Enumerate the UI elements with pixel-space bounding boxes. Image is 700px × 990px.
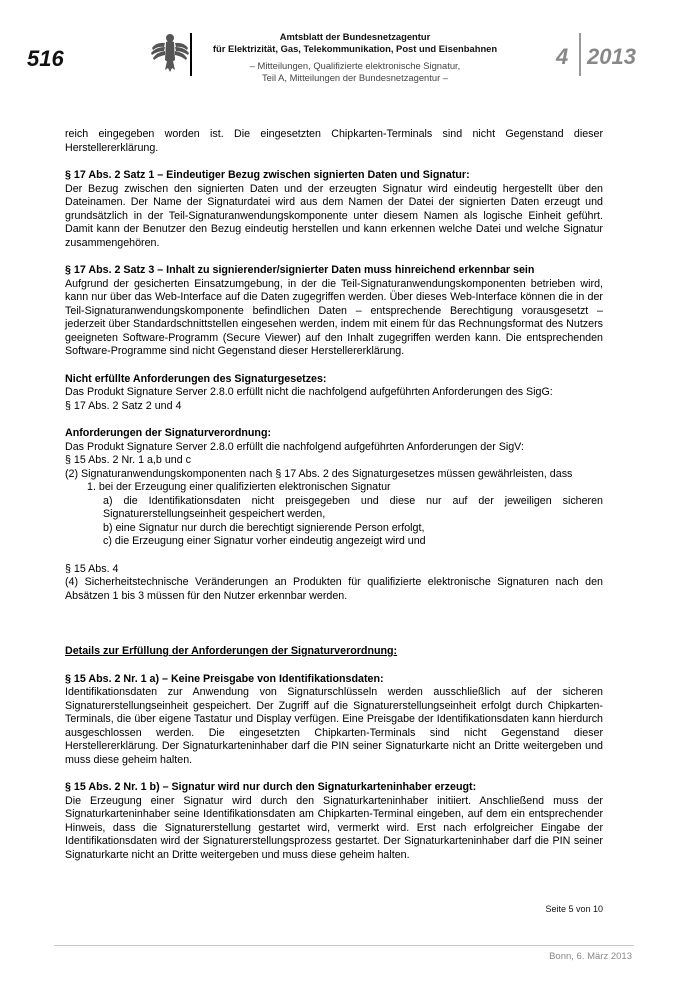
section-heading-underlined: Details zur Erfüllung der Anforderungen der Signaturverordnung: bbox=[65, 645, 398, 657]
subtitle-line-2: Teil A, Mitteilungen der Bundesnetzagentur – bbox=[261, 71, 449, 83]
list-item: a) die Identifikationsdaten nicht preisgegeben und diese nur auf der jeweiligen sicheren Signaturerstellungseinheit gespeichert werden, bbox=[103, 494, 603, 520]
document-body bbox=[65, 128, 603, 862]
paragraph: Das Produkt Signature Server 2.8.0 erfüllt nicht die nachfolgend aufgeführten Anforderungen des SigG: bbox=[65, 386, 553, 398]
paragraph: Der Bezug zwischen den signierten Daten und der erzeugten Signatur wird eindeutig hergestellt über den Dateinamen. Der Name der Signaturdatei wird aus dem Namen der Datei der signierten Daten erzeugt und grundsätzlich in der Teil-Signaturanwendungskomponente unter diesem Namen als logische Einheit geführt. Damit kann der Benutzer den Bezug eindeutig herstellen und kann erkennen welche Datei und welche Signatur zusammengehören. bbox=[65, 182, 603, 249]
section-heading: Nicht erfüllte Anforderungen des Signaturgesetzes: bbox=[65, 372, 327, 385]
paragraph: § 17 Abs. 2 Satz 2 und 4 bbox=[65, 399, 182, 412]
paragraph: (2) Signaturanwendungskomponenten nach § 17 Abs. 2 des Signaturgesetzes müssen gewährleisten, dass bbox=[65, 467, 573, 480]
section-heading: § 15 Abs. 2 Nr. 1 b) – Signatur wird nur durch den Signaturkarteninhaber erzeugt: bbox=[65, 781, 477, 793]
footer-date: Bonn, 6. März 2013 bbox=[549, 951, 632, 962]
list-item: b) eine Signatur nur durch die berechtigt signierende Person erfolgt, bbox=[103, 521, 425, 534]
paragraph: Das Produkt Signature Server 2.8.0 erfüllt die nachfolgend aufgeführten Anforderungen der SigV: bbox=[65, 440, 524, 453]
subtitle-line-1: – Mitteilungen, Qualifizierte elektronische Signatur, bbox=[249, 60, 461, 71]
list-item: 1. bei der Erzeugung einer qualifizierten elektronischen Signatur bbox=[87, 481, 391, 493]
paragraph: § 15 Abs. 2 Nr. 1 a,b und c bbox=[65, 454, 191, 466]
section-heading: Anforderungen der Signaturverordnung: bbox=[65, 427, 272, 439]
paragraph: (4) Sicherheitstechnische Veränderungen an Produkten für qualifizierte elektronische Signaturen nach den Absätzen 1 bis 3 müssen für den Nutzer erkennbar werden. bbox=[65, 576, 603, 602]
section-heading: § 17 Abs. 2 Satz 3 – Inhalt zu signierender/signierter Daten muss hinreichend erkennbar sein bbox=[65, 264, 535, 276]
header-divider bbox=[190, 33, 192, 76]
section-heading: § 17 Abs. 2 Satz 1 – Eindeutiger Bezug zwischen signierten Daten und Signatur: bbox=[65, 169, 470, 181]
list-item: c) die Erzeugung einer Signatur vorher eindeutig angezeigt wird und bbox=[103, 535, 426, 547]
paragraph: reich eingegeben worden ist. Die eingesetzten Chipkarten-Terminals sind nicht Gegenstand dieser Herstellererklärung. bbox=[65, 128, 603, 154]
paragraph: Identifikationsdaten zur Anwendung von Signaturschlüsseln werden ausschließlich auf der sicheren Signaturerstellungseinheit gespeichert. Der Zugriff auf die Signaturerstellungseinheit erfolgt durch Chipkarten-Terminals, die über eigene Tastatur und Display verfügen. Eine Preisgabe der Identifikationsdaten kann hierdurch ausgeschlossen werden. Die eingesetzten Chipkarten-Terminals sind nicht Gegenstand dieser Herstellererklärung. Der Signaturkarteninhaber darf die PIN seiner Signaturkarte nicht an Dritte weitergeben und muss diese geheim halten. bbox=[65, 686, 603, 766]
paragraph: § 15 Abs. 4 bbox=[65, 562, 119, 575]
page-number: 516 bbox=[27, 46, 64, 71]
issue-divider bbox=[579, 33, 581, 76]
gazette-title bbox=[200, 31, 510, 54]
footer-divider bbox=[54, 945, 634, 946]
federal-eagle-logo bbox=[150, 30, 190, 74]
section-heading: § 15 Abs. 2 Nr. 1 a) – Keine Preisgabe von Identifikationsdaten: bbox=[65, 672, 384, 685]
title-line-2: für Elektrizität, Gas, Telekommunikation, Post und Eisenbahnen bbox=[212, 42, 498, 54]
page-indicator: Seite 5 von 10 bbox=[545, 904, 603, 914]
paragraph: Aufgrund der gesicherten Einsatzumgebung, in der die Teil-Signaturanwendungskomponenten betrieben wird, kann nur über das Web-Interface auf die Daten zugegriffen werden. Über dieses Web-Interface können die in der Teil-Signaturanwendungskomponente befindlichen Daten – entsprechende Berechtigung vorausgesetzt – jederzeit über Standardschnittstellen eingesehen werden, indem mit einem für das Rechnungsformat des Nutzers geeigneten Software-Programm (Secure Viewer) auf den Inhalt zugegriffen werden kann. Die entsprechenden Software-Programme sind nicht Gegenstand dieser Herstellererklärung. bbox=[65, 277, 603, 357]
issue-number: 4 bbox=[556, 44, 569, 69]
title-line-1: Amtsblatt der Bundesnetzagentur bbox=[279, 31, 431, 42]
gazette-subtitle bbox=[200, 60, 510, 83]
issue-year: 2013 bbox=[587, 44, 636, 69]
paragraph: Die Erzeugung einer Signatur wird durch den Signaturkarteninhaber initiiert. Anschließend muss der Signaturkarteninhaber seine Identifikationsdaten am Chipkarten-Terminal eingeben, auf dem ein entsprechender Hinweis, dass die Signaturerstellung gestartet wird, vermerkt wird. Erst nach erfolgreicher Eingabe der Identifikationsdaten wird der Signaturerstellungsprozess gestartet. Der Signaturkarteninhaber darf die PIN seiner Signaturkarte nicht an Dritte weitergeben und muss diese geheim halten. bbox=[65, 794, 603, 861]
